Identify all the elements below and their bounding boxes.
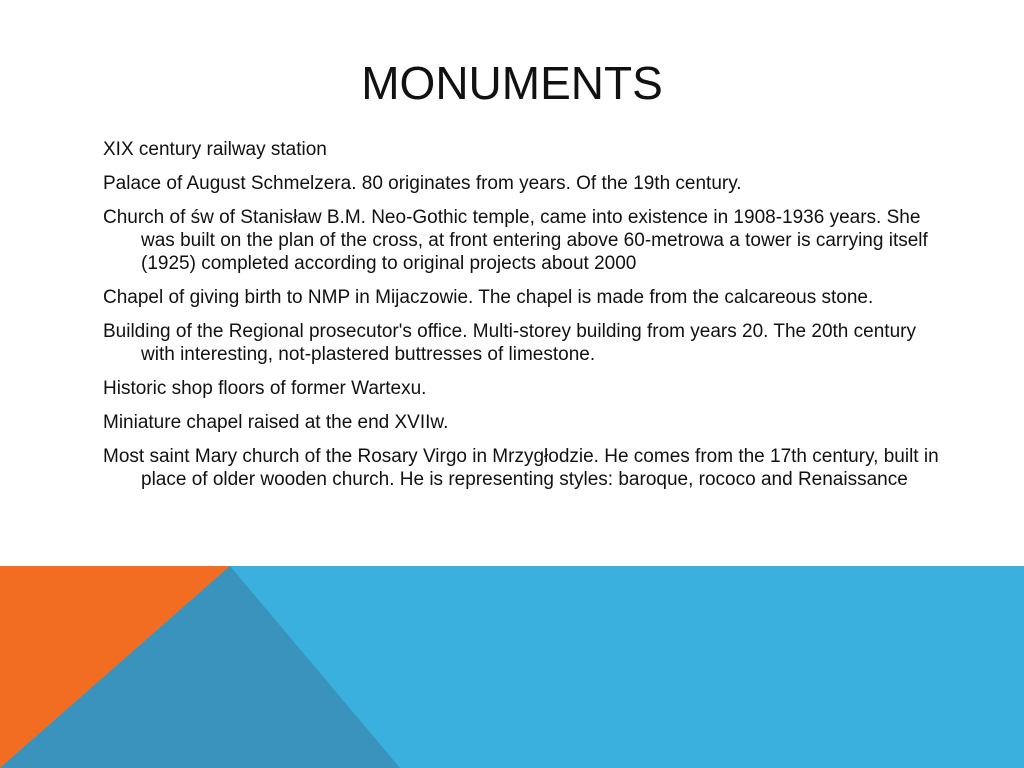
bullet-item: Church of św of Stanisław B.M. Neo-Gothic temple, came into existence in 1908-1936 years. She was built on the plan of the cross, at front entering above 60-metrowa a tower is carrying itself (1925) completed according to original projects about 2000	[103, 207, 928, 274]
decorative-band	[0, 566, 1024, 768]
bullet-item: XIX century railway station	[103, 139, 327, 160]
bullet-list	[103, 138, 943, 502]
bullet-item: Building of the Regional prosecutor's office. Multi-storey building from years 20. The 20th century with interesting, not-plastered buttresses of limestone.	[103, 321, 916, 365]
bullet-item: Miniature chapel raised at the end XVIIw.	[103, 412, 449, 433]
slide-title: MONUMENTS	[361, 57, 663, 109]
bullet-item: Chapel of giving birth to NMP in Mijaczowie. The chapel is made from the calcareous stone.	[103, 287, 874, 308]
bullet-item: Palace of August Schmelzera. 80 originates from years. Of the 19th century.	[103, 173, 742, 194]
bullet-item: Most saint Mary church of the Rosary Virgo in Mrzygłodzie. He comes from the 17th century, built in place of older wooden church. He is representing styles: baroque, rococo and Renaissance	[103, 446, 939, 490]
bullet-item: Historic shop floors of former Wartexu.	[103, 378, 427, 399]
